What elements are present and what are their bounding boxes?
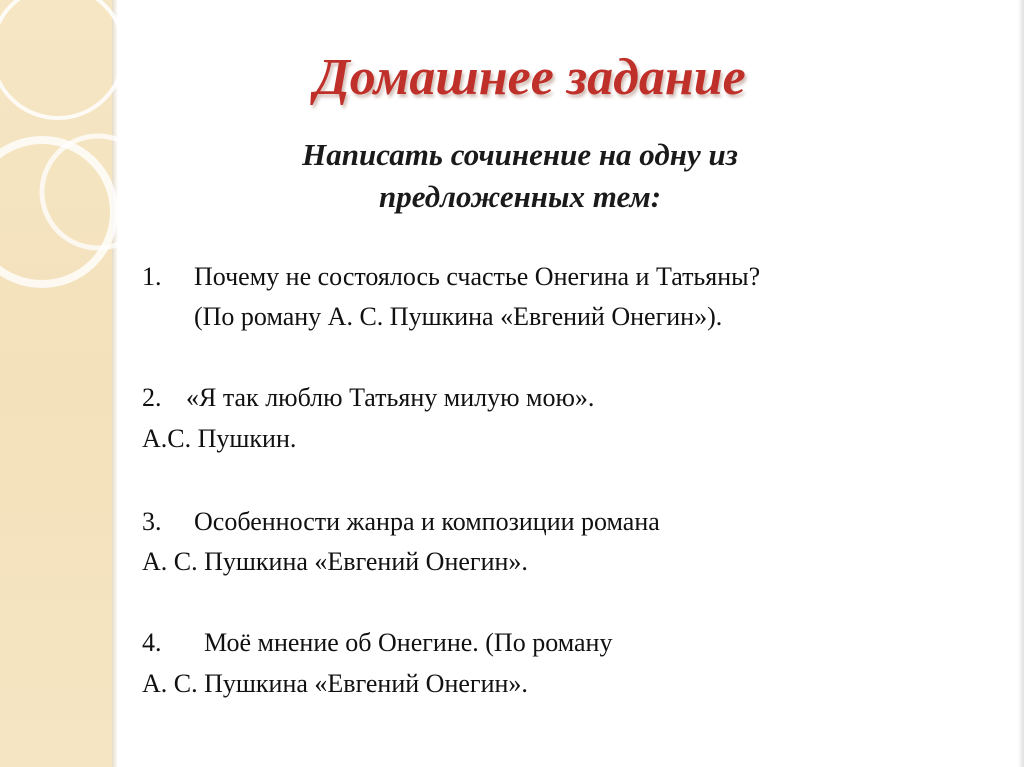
topic-2-line-1: «Я так люблю Татьяну милую мою».	[186, 383, 595, 412]
topic-1-line-2: (По роману А. С. Пушкина «Евгений Онегин»).	[194, 302, 723, 331]
topic-2-line-2: А.С. Пушкин.	[142, 424, 297, 453]
topic-4-number: 4.	[142, 628, 162, 657]
topic-4-line-1: Моё мнение об Онегине. (По роману	[204, 628, 613, 657]
subtitle-line-2: предложенных тем:	[378, 179, 662, 214]
right-edge-shadow	[1018, 0, 1024, 767]
topic-2-number: 2.	[142, 383, 162, 412]
topic-4-line-2: А. С. Пушкина «Евгений Онегин».	[142, 669, 528, 698]
topic-3-line-2: А. С. Пушкина «Евгений Онегин».	[142, 547, 528, 576]
slide-title: Домашнее задание	[314, 49, 746, 106]
topic-3-line-1: Особенности жанра и композиции романа	[194, 507, 660, 536]
subtitle-line-1: Написать сочинение на одну из	[302, 137, 738, 172]
slide-subtitle	[190, 134, 850, 218]
decorative-rings	[0, 0, 200, 330]
topic-1-line-1: Почему не состоялось счастье Онегина и Татьяны?	[194, 262, 761, 291]
topic-1-number: 1.	[142, 262, 162, 291]
topic-3-number: 3.	[142, 507, 162, 536]
